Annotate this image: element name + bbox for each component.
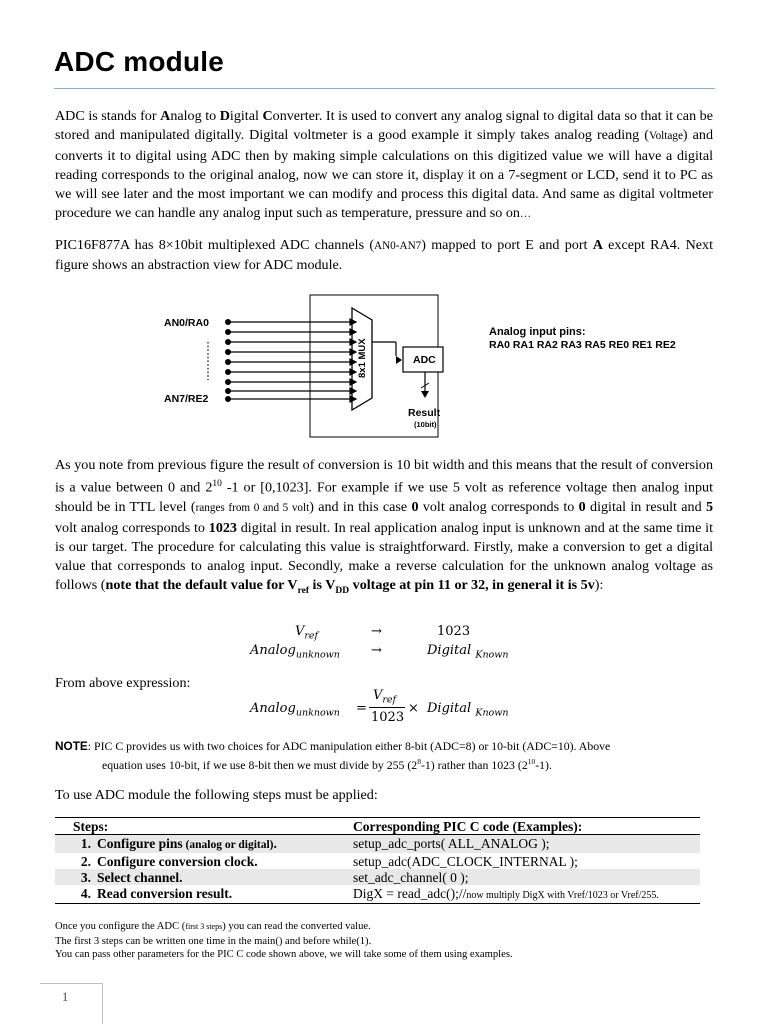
conversion-paragraph: As you note from previous figure the result of conversion is 10 bit width and this means that the result of conversion is a value between 0 and $2^{10}$ -1 or [0,1023]. For example if we use 5 volt as reference voltage then analog input should be in TTL level (ranges from 0 and 5 volt) and in this case 0 volt analog corresponds to 0 digital in result and 5 volt analog corresponds to 1023 digital in result. In real application analog input is unknown and at the same time it is our target. The procedure for calculating this value is straightforward. Firstly, make a conversion to get a digital value that corresponds to analog input. Secondly, make a reverse calculation for the unknown analog voltage as follows (note that the default value for $V_{ref}$ is $V_{DD}$ voltage at pin 11 or 32, in general it is 5v): — [55, 457, 714, 597]
table-header-code: Corresponding PIC C code (Examples): — [347, 818, 700, 835]
formula2-equals: = — [356, 701, 367, 716]
footnote-2: The first 3 steps can be written one time in the main() and before while(1). — [55, 936, 372, 947]
bottom-pin-label: AN7/RE2 — [164, 393, 209, 405]
intro-paragraph: ADC is stands for Analog to Digital Converter. It is used to convert any analog signal to digital data so that it can be stored and manipulated digitally. Digital voltmeter is a good example it simply takes analog reading (Voltage) and converts it to digital using ADC then by making simple calculations on this digitized value we will have a digital reading corresponds to the original analog, now we can store it, display it on a 7-segment or LCD, send it to PC as we will see later and the most important we can modify and process this digital data. And same as digital voltmeter procedure we can handle any analog input such as temperature, pressure and so on… — [55, 108, 713, 222]
from-above-text: From above expression: — [55, 675, 191, 691]
input-lines — [228, 319, 356, 402]
top-pin-label: AN0/RA0 — [164, 317, 209, 329]
result-label: Result — [408, 407, 441, 419]
footnote-1: Once you configure the ADC (first 3 steps) you can read the converted value. — [55, 921, 371, 932]
formula-arrow-2: → — [371, 643, 382, 658]
formula-digital-known: Digital $_{Known}$ — [427, 643, 509, 661]
formula-max: 1023 — [437, 624, 471, 639]
table-row: 2. Configure conversion clock. setup_adc(ADC_CLOCK_INTERNAL ); — [80, 854, 578, 869]
footnote-3: You can pass other parameters for the PIC C code shown above, we will take some of them using examples. — [55, 949, 513, 960]
page-number: 1 — [62, 990, 69, 1004]
formula-arrow-1: → — [371, 624, 382, 639]
fraction-bar — [369, 707, 405, 708]
note-block: NOTE: PIC C provides us with two choices for ADC manipulation either 8-bit (ADC=8) or 10-bit (ADC=10). Above equation uses 10-bit, if we use 8-bit then we must divide by 255 $(2^8-1)$ rather than 1023 $(2^{10}-1)$. — [55, 739, 611, 772]
table-header-steps: Steps: — [55, 818, 347, 835]
result-bits: (10bit) — [414, 420, 437, 429]
table-row: 3. Select channel. set_adc_channel( 0 ); — [55, 869, 700, 885]
adc-label: ADC — [413, 354, 436, 366]
formula2-analog: Analog$_{unknown}$ — [250, 701, 340, 719]
table-header-row — [55, 818, 700, 835]
steps-intro: To use ADC module the following steps must be applied: — [55, 787, 378, 803]
formula2-denominator: 1023 — [371, 710, 405, 725]
analog-pins-title: Analog input pins: — [489, 326, 586, 338]
table-row: 1. Configure pins (analog or digital). setup_adc_ports( ALL_ANALOG ); — [55, 835, 700, 854]
formula-vref: $V_{ref}$ — [295, 624, 319, 642]
table-row: 4. Read conversion result. DigX = read_adc();//now multiply DigX with Vref/1023 or Vref/255. — [55, 885, 700, 904]
page-title: ADC module — [54, 46, 224, 77]
formula2-times: × — [408, 701, 419, 716]
formula-analog-unknown: Analog$_{unknown}$ — [250, 643, 340, 661]
adc-block-diagram — [150, 290, 730, 440]
note-label: NOTE — [55, 739, 88, 753]
formula2-digital: Digital $_{Known}$ — [427, 701, 509, 719]
pic-paragraph: PIC16F877A has 8×10bit multiplexed ADC channels (AN0-AN7) mapped to port E and port A except RA4. Next figure shows an abstraction view for ADC module. — [55, 237, 713, 274]
title-underline — [54, 88, 715, 89]
formula2-numerator: $V_{ref}$ — [373, 688, 397, 706]
footer-page-box — [40, 983, 103, 1024]
steps-table — [55, 817, 700, 904]
analog-pins-list: RA0 RA1 RA2 RA3 RA5 RE0 RE1 RE2 — [489, 339, 676, 351]
mux-label: 8x1 MUX — [357, 338, 368, 378]
input-pin-dots — [225, 319, 231, 402]
